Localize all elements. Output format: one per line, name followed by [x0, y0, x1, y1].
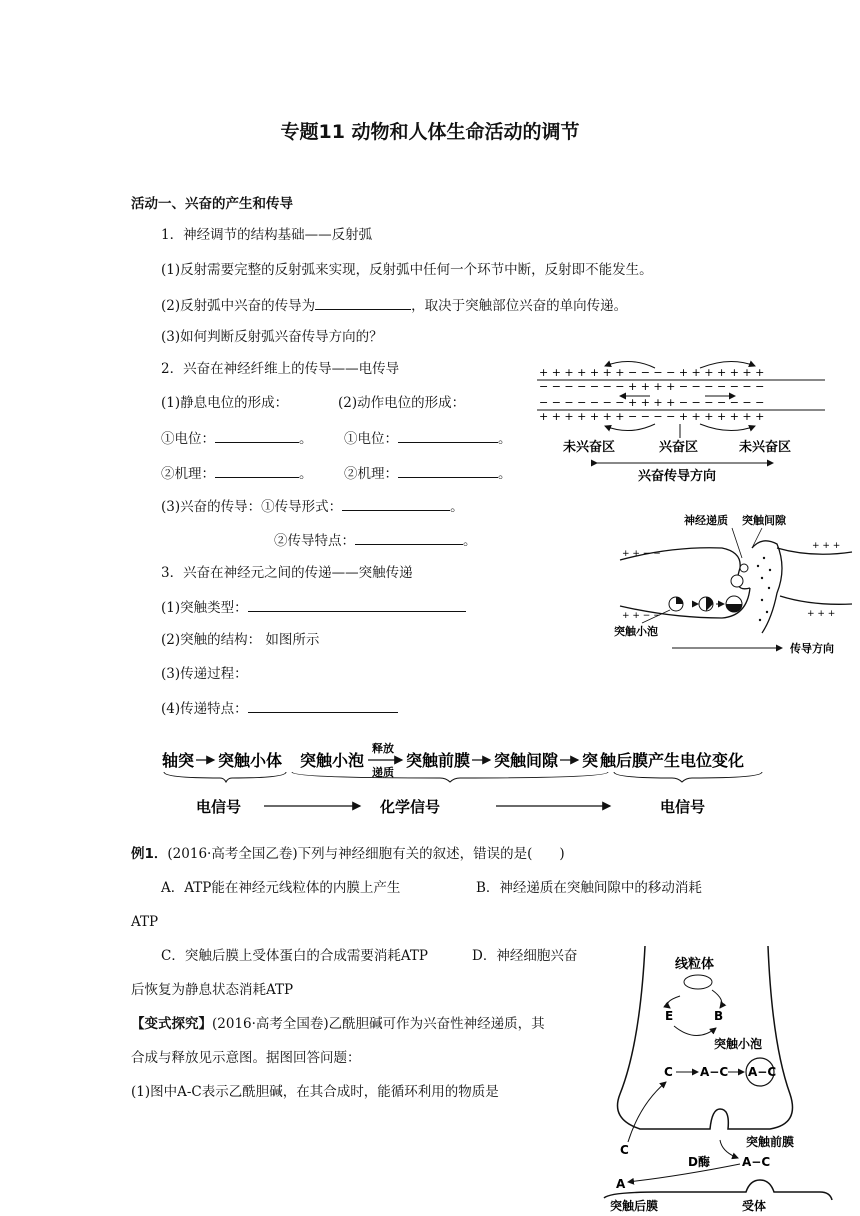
variant-text-2: 合成与释放见示意图。据图回答问题：	[131, 1050, 361, 1066]
flow-synaptic-knob: 突触小体	[218, 751, 283, 770]
fiber-charge-row-3: − − − − − − − + + + + − − − − − − −	[539, 396, 765, 409]
item-1-1: (1)反射需要完整的反射弧来实现，反射弧中任何一个环节中断，反射即不能发生。	[161, 262, 653, 278]
svg-text:+ + +: + + +	[807, 609, 836, 619]
label-C-bottom: C	[620, 1143, 629, 1157]
flow-electric-signal-2: 电信号	[660, 798, 706, 816]
label-mechanism: ②机理：	[344, 466, 398, 482]
resting-potential-line	[161, 428, 313, 448]
label-neurotransmitter: 神经递质	[684, 514, 728, 527]
period: 。	[498, 466, 512, 482]
fiber-charge-row-1: + + + + + + + − − − − + + + + + + +	[539, 366, 765, 379]
variant-text: (2016·高考全国卷)乙酰胆碱可作为兴奋性神经递质，其	[212, 1016, 545, 1032]
item-2-3-form	[161, 496, 464, 516]
label-D-enzyme: D酶	[688, 1155, 710, 1169]
svg-text:+ + − −: + + − −	[622, 611, 661, 621]
label-potential: ①电位：	[344, 431, 398, 447]
item-1-2-text-a: (2)反射弧中兴奋的传导为	[161, 298, 316, 314]
current-arrow	[700, 424, 755, 431]
item-2-3-feature	[274, 530, 477, 550]
period: 。	[498, 431, 512, 447]
label-receptor: 受体	[742, 1199, 767, 1213]
variant-question-1: (1)图中A-C表示乙酰胆碱，在其合成时，能循环利用的物质是	[131, 1084, 499, 1100]
nerve-fiber-diagram	[535, 358, 835, 488]
label-AC-2: A−C	[748, 1065, 777, 1079]
label-mechanism: ②机理：	[161, 466, 215, 482]
flow-axon: 轴突	[162, 751, 195, 770]
flow-transmitter-label: 递质	[372, 766, 394, 779]
item-2-3-feature-text: ②传导特点：	[274, 533, 355, 549]
answer-blank[interactable]	[342, 496, 450, 511]
label-synaptic-vesicle: 突触小泡	[614, 625, 658, 638]
acetylcholine-diagram	[600, 944, 840, 1216]
period: 。	[450, 499, 464, 515]
option-b: B．神经递质在突触间隙中的移动消耗	[476, 880, 702, 896]
label-unexcited-right: 未兴奋区	[739, 440, 792, 455]
label-B: B	[714, 1009, 724, 1023]
item-2-2: (2)动作电位的形成：	[338, 395, 466, 411]
variant-heading	[131, 1015, 545, 1033]
flow-synaptic-cleft: 突触间隙	[494, 751, 559, 770]
option-a: A．ATP能在神经元线粒体的内膜上产生	[161, 880, 401, 896]
label-presynaptic-membrane: 突触前膜	[746, 1135, 795, 1149]
svg-text:+ + − −: + + − −	[622, 549, 661, 559]
item-3-2: (2)突触的结构： 如图所示	[161, 632, 320, 648]
example-1-stem: (2016·高考全国乙卷)下列与神经细胞有关的叙述，错误的是( )	[167, 846, 565, 862]
period: 。	[299, 466, 313, 482]
label-transmission-direction: 传导方向	[790, 642, 834, 655]
period: 。	[299, 431, 313, 447]
label-synaptic-cleft: 突触间隙	[742, 514, 786, 527]
item-2-heading: 2．兴奋在神经纤维上的传导——电传导	[161, 361, 400, 377]
flow-chemical-signal: 化学信号	[380, 798, 441, 816]
label-unexcited-left: 未兴奋区	[563, 440, 616, 455]
item-3-1	[161, 597, 466, 617]
item-1-2-text-b: ，取决于突触部位兴奋的单向传递。	[411, 298, 628, 314]
option-c: C．突触后膜上受体蛋白的合成需要消耗ATP	[161, 948, 428, 964]
answer-blank[interactable]	[215, 463, 299, 478]
label-E: E	[665, 1009, 674, 1023]
label-C-top: C	[664, 1065, 673, 1079]
answer-blank[interactable]	[315, 295, 411, 310]
flow-synaptic-vesicle: 突触小泡	[300, 751, 365, 770]
postsynaptic-membrane	[604, 1180, 832, 1200]
item-3-1-text: (1)突触类型：	[161, 600, 248, 616]
section-heading: 活动一、兴奋的产生和传导	[131, 196, 293, 212]
option-d-cont: 后恢复为静息状态消耗ATP	[131, 982, 294, 998]
item-1-heading: 1．神经调节的结构基础——反射弧	[161, 227, 373, 243]
label-AC-3: A−C	[742, 1155, 771, 1169]
example-1	[131, 845, 565, 863]
label-potential: ①电位：	[161, 431, 215, 447]
item-3-4-text: (4)传递特点：	[161, 701, 248, 717]
option-d: D．神经细胞兴奋	[472, 948, 578, 964]
action-mechanism-line	[344, 463, 512, 483]
item-2-3-text: (3)兴奋的传导：①传导形式：	[161, 499, 343, 515]
flow-release-label: 释放	[372, 742, 394, 755]
period: 。	[463, 533, 477, 549]
label-excited: 兴奋区	[659, 440, 699, 455]
example-1-label: 例1．	[131, 846, 168, 862]
option-b-cont: ATP	[131, 914, 159, 930]
label-conduction-direction: 兴奋传导方向	[638, 469, 717, 484]
svg-text:+ + +: + + +	[812, 541, 841, 551]
flow-electric-signal-1: 电信号	[196, 798, 242, 816]
label-A: A	[616, 1177, 626, 1191]
fiber-charge-row-2: − − − − − − − + + + + − − − − − − −	[539, 380, 765, 393]
action-potential-line	[344, 428, 512, 448]
label-AC-1: A−C	[700, 1065, 729, 1079]
answer-blank[interactable]	[215, 428, 299, 443]
answer-blank[interactable]	[398, 428, 498, 443]
flow-postsynaptic-a: 突	[582, 751, 599, 770]
label-postsynaptic-membrane: 突触后膜	[610, 1199, 659, 1213]
item-3-heading: 3．兴奋在神经元之间的传递——突触传递	[161, 565, 413, 581]
answer-blank[interactable]	[355, 530, 463, 545]
answer-blank[interactable]	[248, 597, 466, 612]
variant-label: 【变式探究】	[131, 1016, 212, 1032]
item-1-2	[161, 295, 627, 315]
synaptic-transmission-flow	[160, 738, 770, 820]
synapse-diagram	[612, 508, 856, 658]
current-arrow	[605, 424, 655, 431]
item-1-3: (3)如何判断反射弧兴奋传导方向的？	[161, 329, 383, 345]
presynaptic-terminal	[618, 946, 793, 1129]
page-title: 专题11 动物和人体生命活动的调节	[280, 121, 580, 143]
flow-presynaptic-membrane: 突触前膜	[406, 751, 471, 770]
item-3-4	[161, 698, 398, 718]
answer-blank[interactable]	[398, 463, 498, 478]
label-synaptic-vesicle: 突触小泡	[714, 1037, 763, 1051]
label-mitochondrion: 线粒体	[675, 957, 715, 972]
flow-postsynaptic-b: 触后膜产生电位变化	[600, 751, 745, 770]
answer-blank[interactable]	[248, 698, 398, 713]
resting-mechanism-line	[161, 463, 313, 483]
fiber-charge-row-4: + + + + + + + − − − − + + + + + + +	[539, 410, 765, 423]
item-3-3: (3)传递过程：	[161, 666, 248, 682]
item-2-1: (1)静息电位的形成：	[161, 395, 289, 411]
